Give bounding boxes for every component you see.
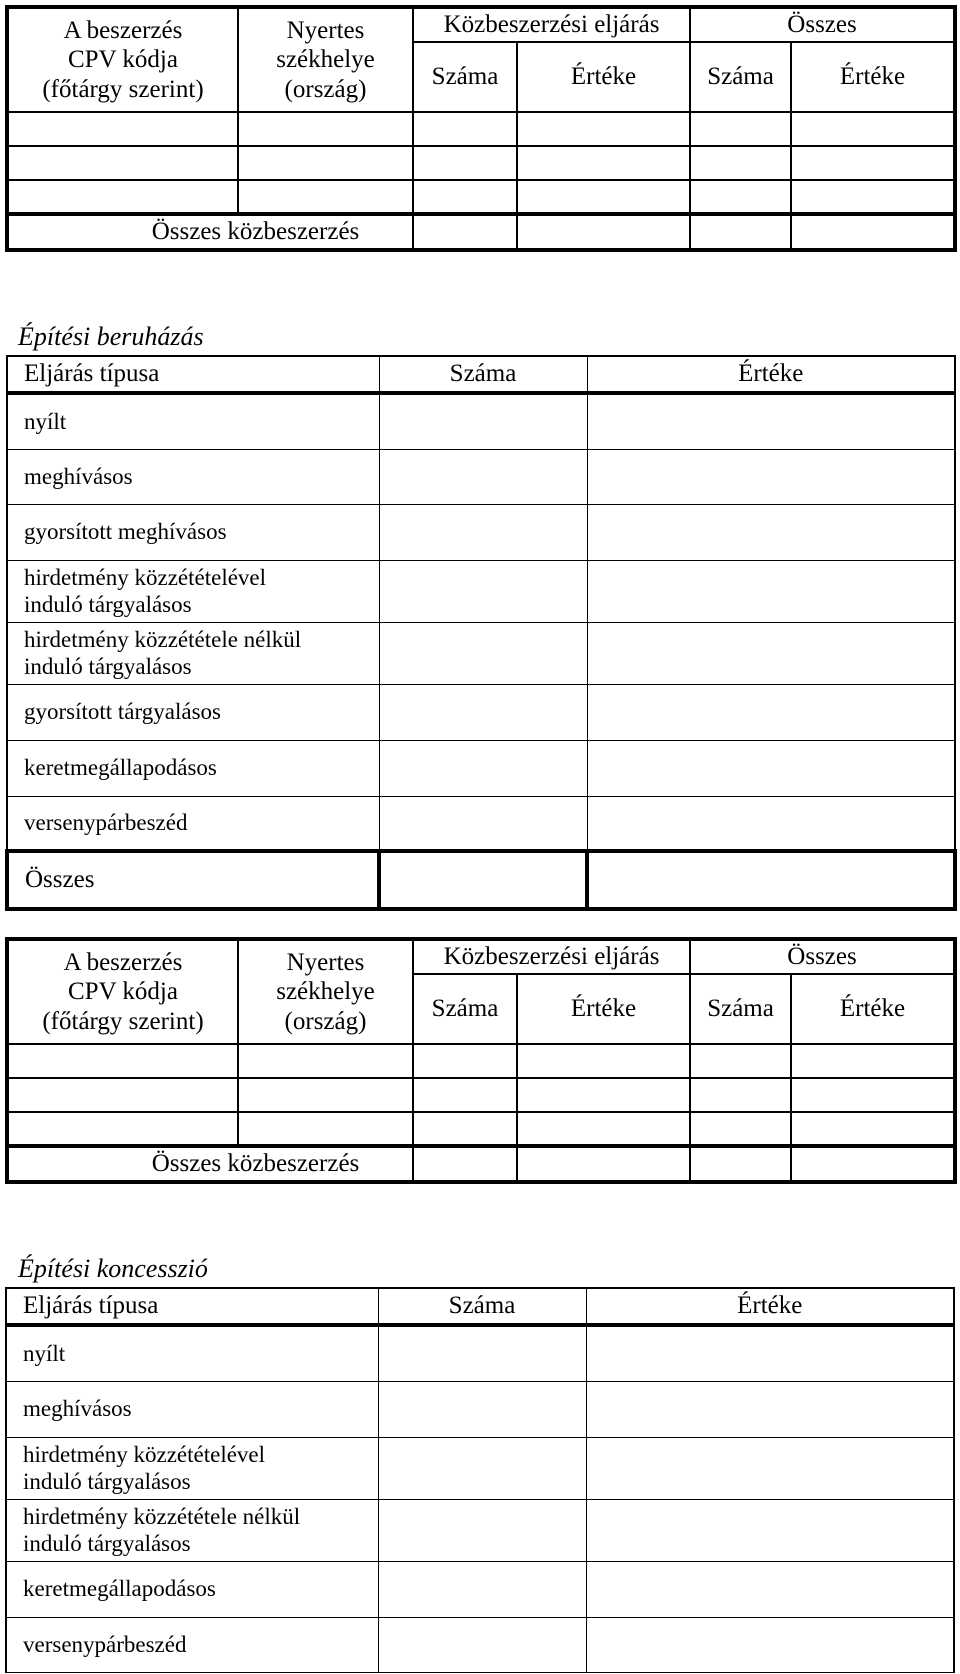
table-row: hirdetmény közzététele nélkül induló tárgyalásos	[7, 622, 955, 684]
table-row	[7, 180, 955, 214]
total-procurement-label: Összes közbeszerzés	[7, 1146, 413, 1182]
total-value-header: Értéke	[791, 974, 955, 1044]
table-row	[7, 1078, 955, 1112]
procedure-type-header: Eljárás típusa	[6, 1288, 378, 1325]
procedure-value-header: Értéke	[517, 974, 690, 1044]
total-header: Összes	[690, 939, 955, 974]
procedure-table-construction	[5, 355, 957, 911]
procedure-table-concession	[5, 1287, 955, 1673]
procedure-count-header: Száma	[413, 974, 517, 1044]
procedure-value-header: Értéke	[517, 42, 690, 112]
table-row	[7, 1044, 955, 1078]
total-count-header: Száma	[690, 974, 791, 1044]
table-row: nyílt	[6, 1325, 954, 1381]
table-row: hirdetmény közzétételével induló tárgyalásos	[7, 560, 955, 622]
procedure-count-header: Száma	[413, 42, 517, 112]
winner-country-header: Nyertes székhelye (ország)	[238, 7, 413, 112]
total-value-header: Értéke	[791, 42, 955, 112]
table-row: meghívásos	[6, 1381, 954, 1437]
procedure-header: Közbeszerzési eljárás	[413, 7, 690, 42]
table-row: hirdetmény közzétételével induló tárgyalásos	[6, 1437, 954, 1499]
table-row	[7, 1112, 955, 1146]
section-title-concession: Építési koncesszió	[18, 1254, 208, 1283]
total-header: Összes	[690, 7, 955, 42]
procedure-header: Közbeszerzési eljárás	[413, 939, 690, 974]
value-header: Értéke	[586, 1288, 954, 1325]
total-count-header: Száma	[690, 42, 791, 112]
cpv-code-header: A beszerzés CPV kódja (főtárgy szerint)	[7, 7, 238, 112]
section-title-construction: Építési beruházás	[18, 322, 204, 351]
table-row	[7, 112, 955, 146]
value-header: Értéke	[587, 356, 955, 393]
procedure-type-header: Eljárás típusa	[7, 356, 379, 393]
table-row: gyorsított meghívásos	[7, 504, 955, 560]
count-header: Száma	[378, 1288, 586, 1325]
table-row: versenypárbeszéd	[7, 796, 955, 851]
table-row: keretmegállapodásos	[6, 1561, 954, 1617]
cpv-table-1	[5, 5, 957, 252]
count-header: Száma	[379, 356, 587, 393]
cpv-table-2	[5, 937, 957, 1184]
total-procurement-label: Összes közbeszerzés	[7, 214, 413, 250]
total-row: Összes	[7, 851, 955, 909]
table-row: gyorsított tárgyalásos	[7, 684, 955, 740]
table-row: keretmegállapodásos	[7, 740, 955, 796]
table-row: versenypárbeszéd	[6, 1617, 954, 1672]
table-row: nyílt	[7, 393, 955, 449]
winner-country-header: Nyertes székhelye (ország)	[238, 939, 413, 1044]
cpv-code-header: A beszerzés CPV kódja (főtárgy szerint)	[7, 939, 238, 1044]
table-row: meghívásos	[7, 449, 955, 504]
table-row	[7, 146, 955, 180]
table-row: hirdetmény közzététele nélkül induló tárgyalásos	[6, 1499, 954, 1561]
